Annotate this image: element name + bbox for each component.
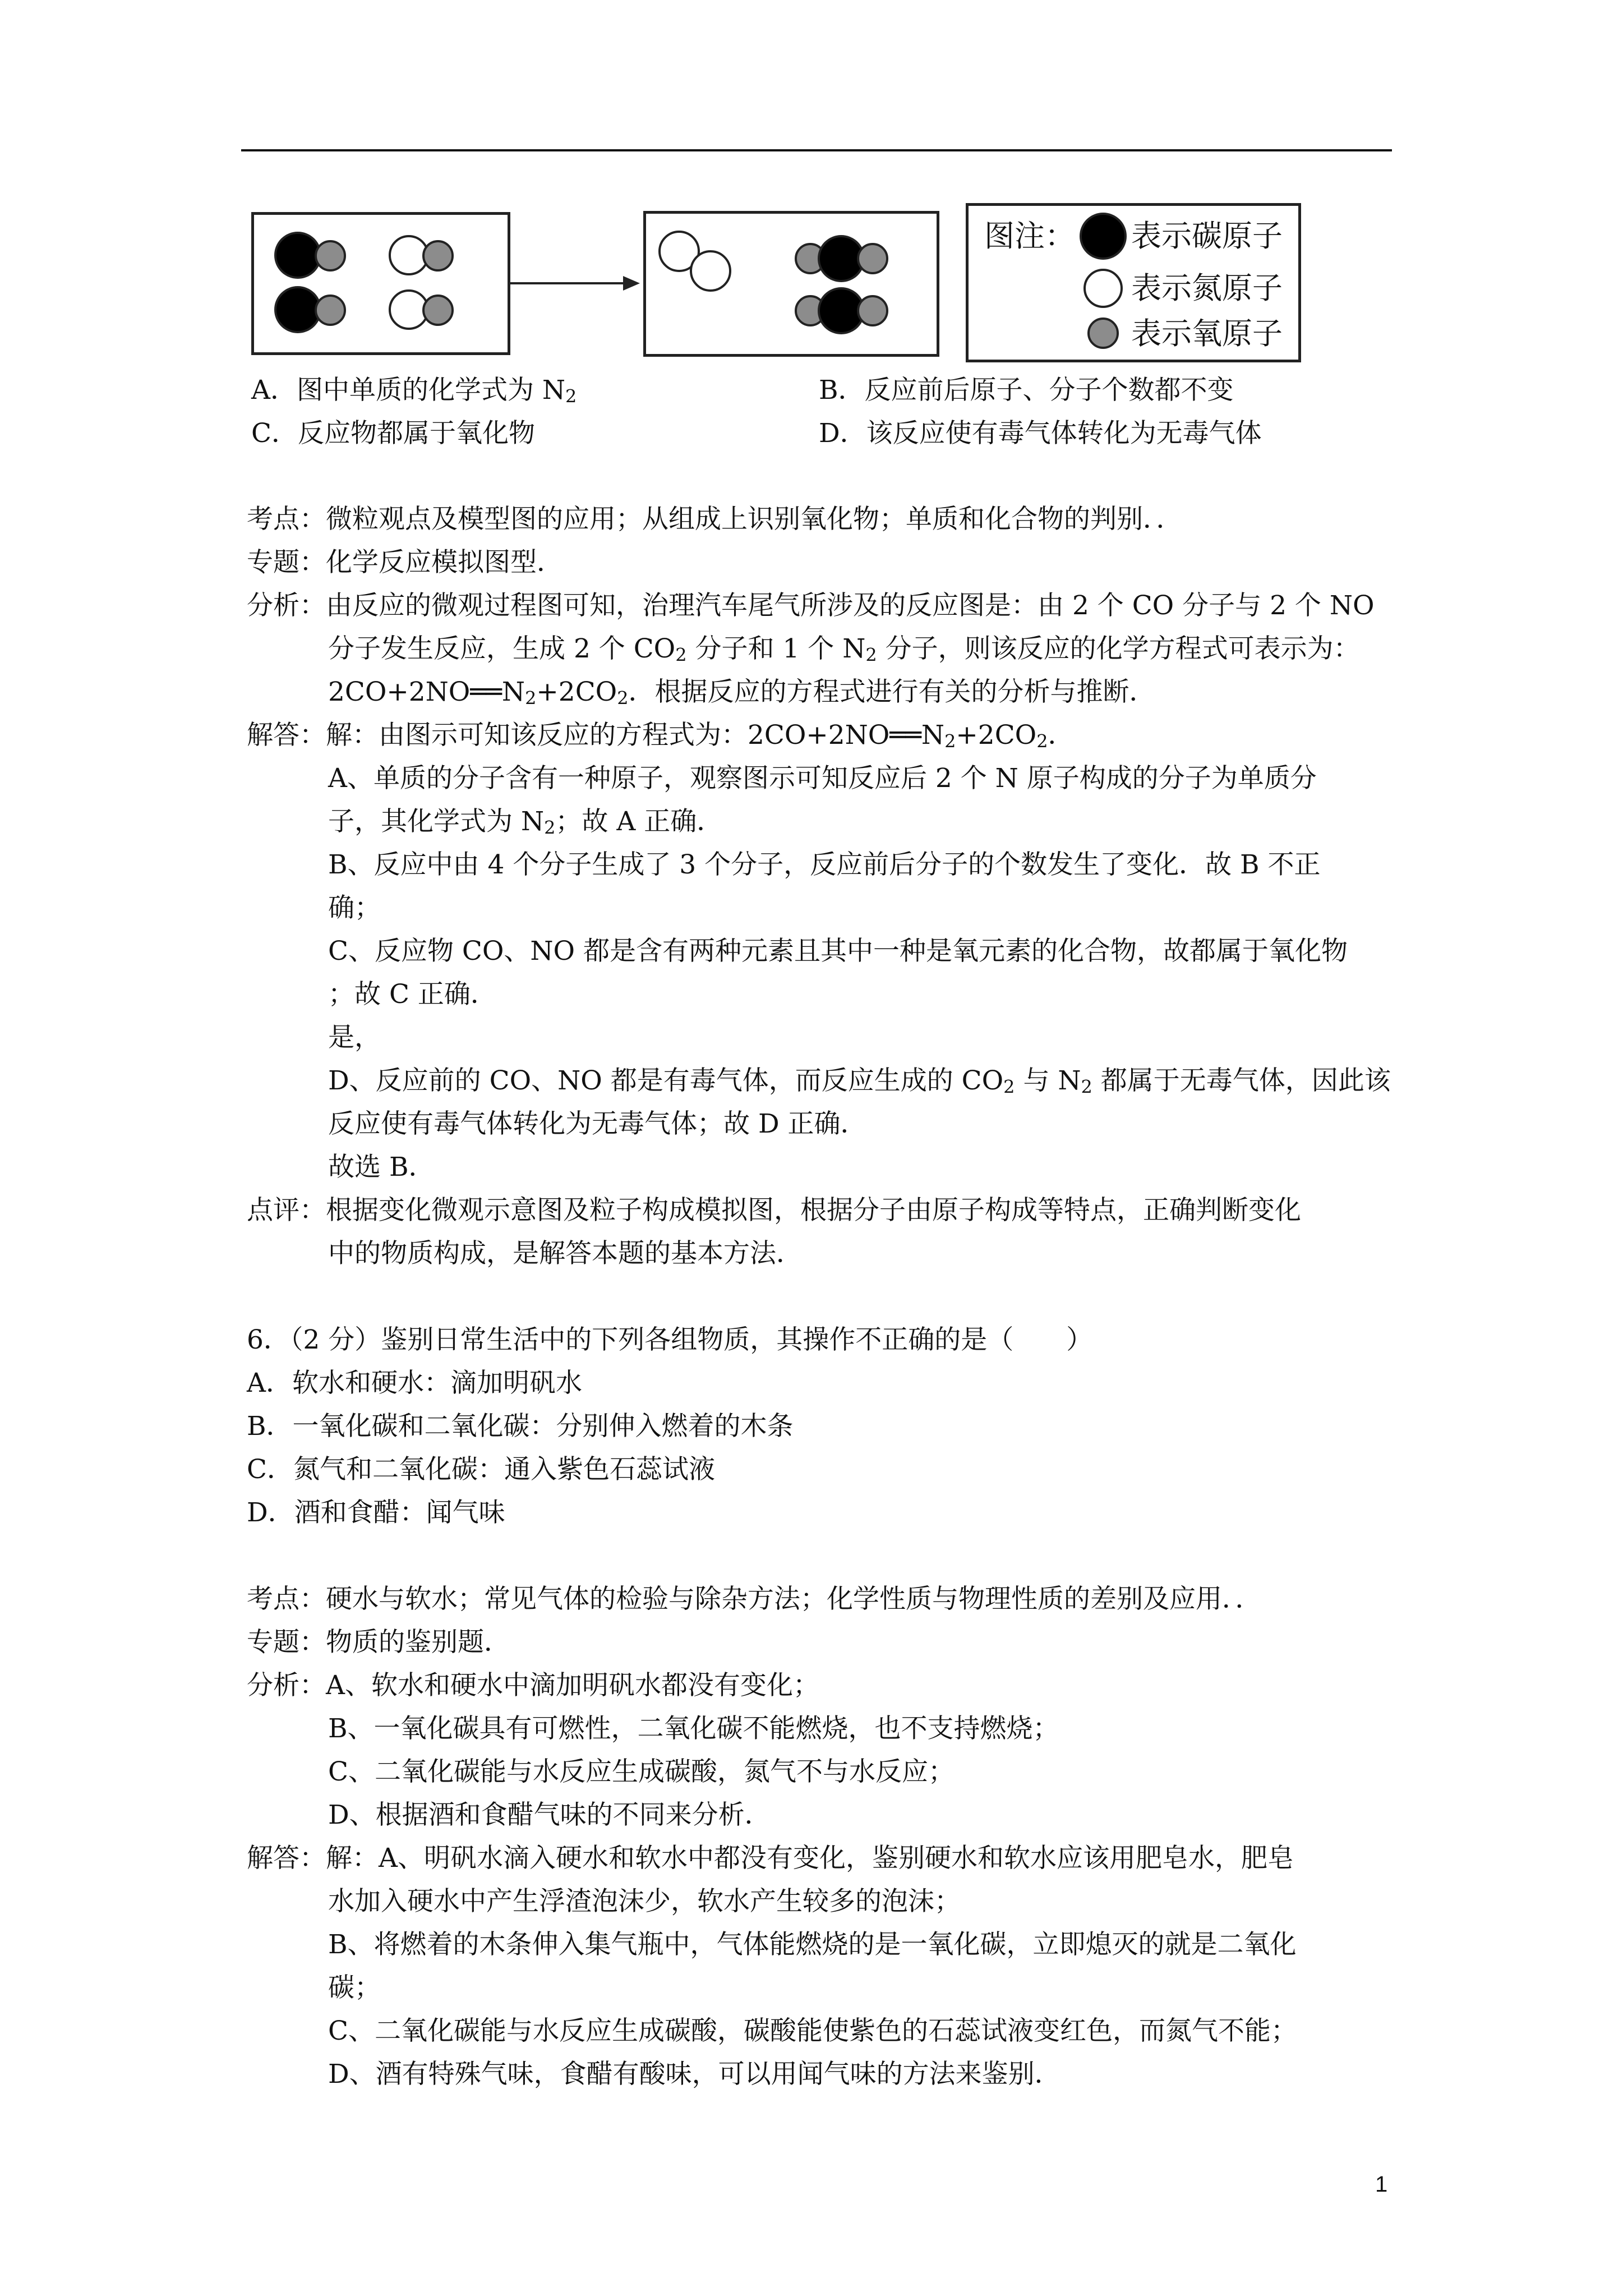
q5-jieda-line: A、单质的分子含有一种原子，观察图示可知反应后 2 个 N 原子构成的分子为单质分 xyxy=(328,763,1317,794)
q5-jieda-line: 确； xyxy=(328,892,381,923)
q6-zhuanti: 专题：物质的鉴别题． xyxy=(247,1627,510,1658)
q6-jieda-line: D、酒有特殊气味，食醋有酸味，可以用闻气味的方法来鉴别． xyxy=(328,2059,1061,2090)
legend-box xyxy=(966,203,1301,362)
q5-jieda-line: D、反应前的 CO、NO 都是有毒气体，而反应生成的 $CO_2$ 与 $N_2$ 都属于无毒气体，因此该 xyxy=(328,1065,1391,1098)
q6-stem: 6．（2 分）鉴别日常生活中的下列各组物质，其操作不正确的是（ ） xyxy=(247,1324,1093,1355)
page-number: 1 xyxy=(1375,2172,1388,2197)
legend-nitrogen-atom xyxy=(1083,269,1123,308)
q5-jieda-line: 是， xyxy=(328,1022,381,1053)
q6-jieda-line: C、二氧化碳能与水反应生成碳酸，碳酸能使紫色的石蕊试液变红色，而氮气不能； xyxy=(328,2016,1297,2046)
legend-nitrogen-label: 表示氮原子 xyxy=(1131,270,1283,306)
oxygen-atom xyxy=(857,295,888,326)
q5-jieda-answer: 故选 B． xyxy=(328,1152,435,1182)
q6-fenxi-line: D、根据酒和食醋气味的不同来分析． xyxy=(328,1800,771,1830)
q6-fenxi-line: C、二氧化碳能与水反应生成碳酸，氮气不与水反应； xyxy=(328,1756,955,1787)
legend-carbon-atom xyxy=(1080,213,1127,260)
q5-fenxi-equation: $2CO+2NO══N_2+2CO_2$．根据反应的方程式进行有关的分析与推断． xyxy=(328,677,1156,709)
q5-dianping-line: 点评：根据变化微观示意图及粒子构成模拟图，根据分子由原子构成等特点，正确判断变化 xyxy=(247,1195,1301,1226)
legend-oxygen-label: 表示氧原子 xyxy=(1131,316,1283,351)
nitrogen-atom xyxy=(690,250,731,292)
q5-fenxi-line: 分析：由反应的微观过程图可知，治理汽车尾气所涉及的反应图是：由 2 个 CO 分子与 2 个 NO xyxy=(247,590,1375,621)
oxygen-atom xyxy=(315,295,346,326)
q5-option-d: D．该反应使有毒气体转化为无毒气体 xyxy=(819,418,1262,449)
header-rule xyxy=(241,149,1392,151)
q5-jieda-line: 子，其化学式为 $N_2$；故 A 正确． xyxy=(328,806,723,839)
legend-title: 图注： xyxy=(984,218,1075,254)
q5-kaodian: 考点：微粒观点及模型图的应用；从组成上识别氧化物；单质和化合物的判别．． xyxy=(247,504,1183,535)
q5-zhuanti: 专题：化学反应模拟图型． xyxy=(247,547,563,578)
q6-jieda-line: 解答：解：A、明矾水滴入硬水和软水中都没有变化，鉴别硬水和软水应该用肥皂水，肥皂 xyxy=(247,1843,1294,1874)
q5-jieda-line: C、反应物 CO、NO 都是含有两种元素且其中一种是氧元素的化合物，故都属于氧化物 xyxy=(328,936,1348,967)
q5-jieda-line: 解答：解：由图示可知该反应的方程式为：$2CO+2NO══N_2+2CO_2$． xyxy=(247,720,1075,752)
q5-option-b: B．反应前后原子、分子个数都不变 xyxy=(819,375,1234,406)
reactants-box xyxy=(251,212,510,355)
q6-jieda-line: B、将燃着的木条伸入集气瓶中，气体能燃烧的是一氧化碳，立即熄灭的就是二氧化 xyxy=(328,1929,1297,1960)
q6-option-d: D．酒和食醋：闻气味 xyxy=(247,1497,505,1528)
reaction-arrow xyxy=(508,271,643,296)
q6-kaodian: 考点：硬水与软水；常见气体的检验与除杂方法；化学性质与物理性质的差别及应用．． xyxy=(247,1584,1262,1614)
q5-jieda-line: B、反应中由 4 个分子生成了 3 个分子，反应前后分子的个数发生了变化．故 B 不正 xyxy=(328,849,1321,880)
q6-option-a: A．软水和硬水：滴加明矾水 xyxy=(247,1368,582,1398)
q5-option-a: A．图中单质的化学式为 $N_2$ xyxy=(251,375,577,407)
q5-dianping-line: 中的物质构成，是解答本题的基本方法． xyxy=(328,1238,803,1269)
q6-option-c: C．氮气和二氧化碳：通入紫色石蕊试液 xyxy=(247,1454,715,1485)
oxygen-atom xyxy=(857,243,888,274)
legend-carbon-label: 表示碳原子 xyxy=(1131,218,1283,254)
q6-option-b: B．一氧化碳和二氧化碳：分别伸入燃着的木条 xyxy=(247,1411,794,1442)
q6-fenxi-line: B、一氧化碳具有可燃性，二氧化碳不能燃烧，也不支持燃烧； xyxy=(328,1713,1059,1744)
q6-fenxi-line: 分析：A、软水和硬水中滴加明矾水都没有变化； xyxy=(247,1670,819,1701)
q5-option-c: C．反应物都属于氧化物 xyxy=(251,418,535,449)
oxygen-atom xyxy=(315,240,346,272)
legend-oxygen-atom xyxy=(1087,318,1119,349)
q5-jieda-line: 反应使有毒气体转化为无毒气体；故 D 正确． xyxy=(328,1108,867,1139)
q6-jieda-line: 水加入硬水中产生浮渣泡沫少，软水产生较多的泡沫； xyxy=(328,1886,961,1917)
products-box xyxy=(643,211,939,357)
oxygen-atom xyxy=(422,240,454,272)
q5-jieda-line: ；故 C 正确． xyxy=(328,979,497,1010)
q6-jieda-line: 碳； xyxy=(328,1972,381,2003)
q5-fenxi-line: 分子发生反应，生成 2 个 $CO_2$ 分子和 1 个 $N_2$ 分子，则该反应的化学方程式可表示为： xyxy=(328,633,1360,666)
oxygen-atom xyxy=(422,295,454,326)
